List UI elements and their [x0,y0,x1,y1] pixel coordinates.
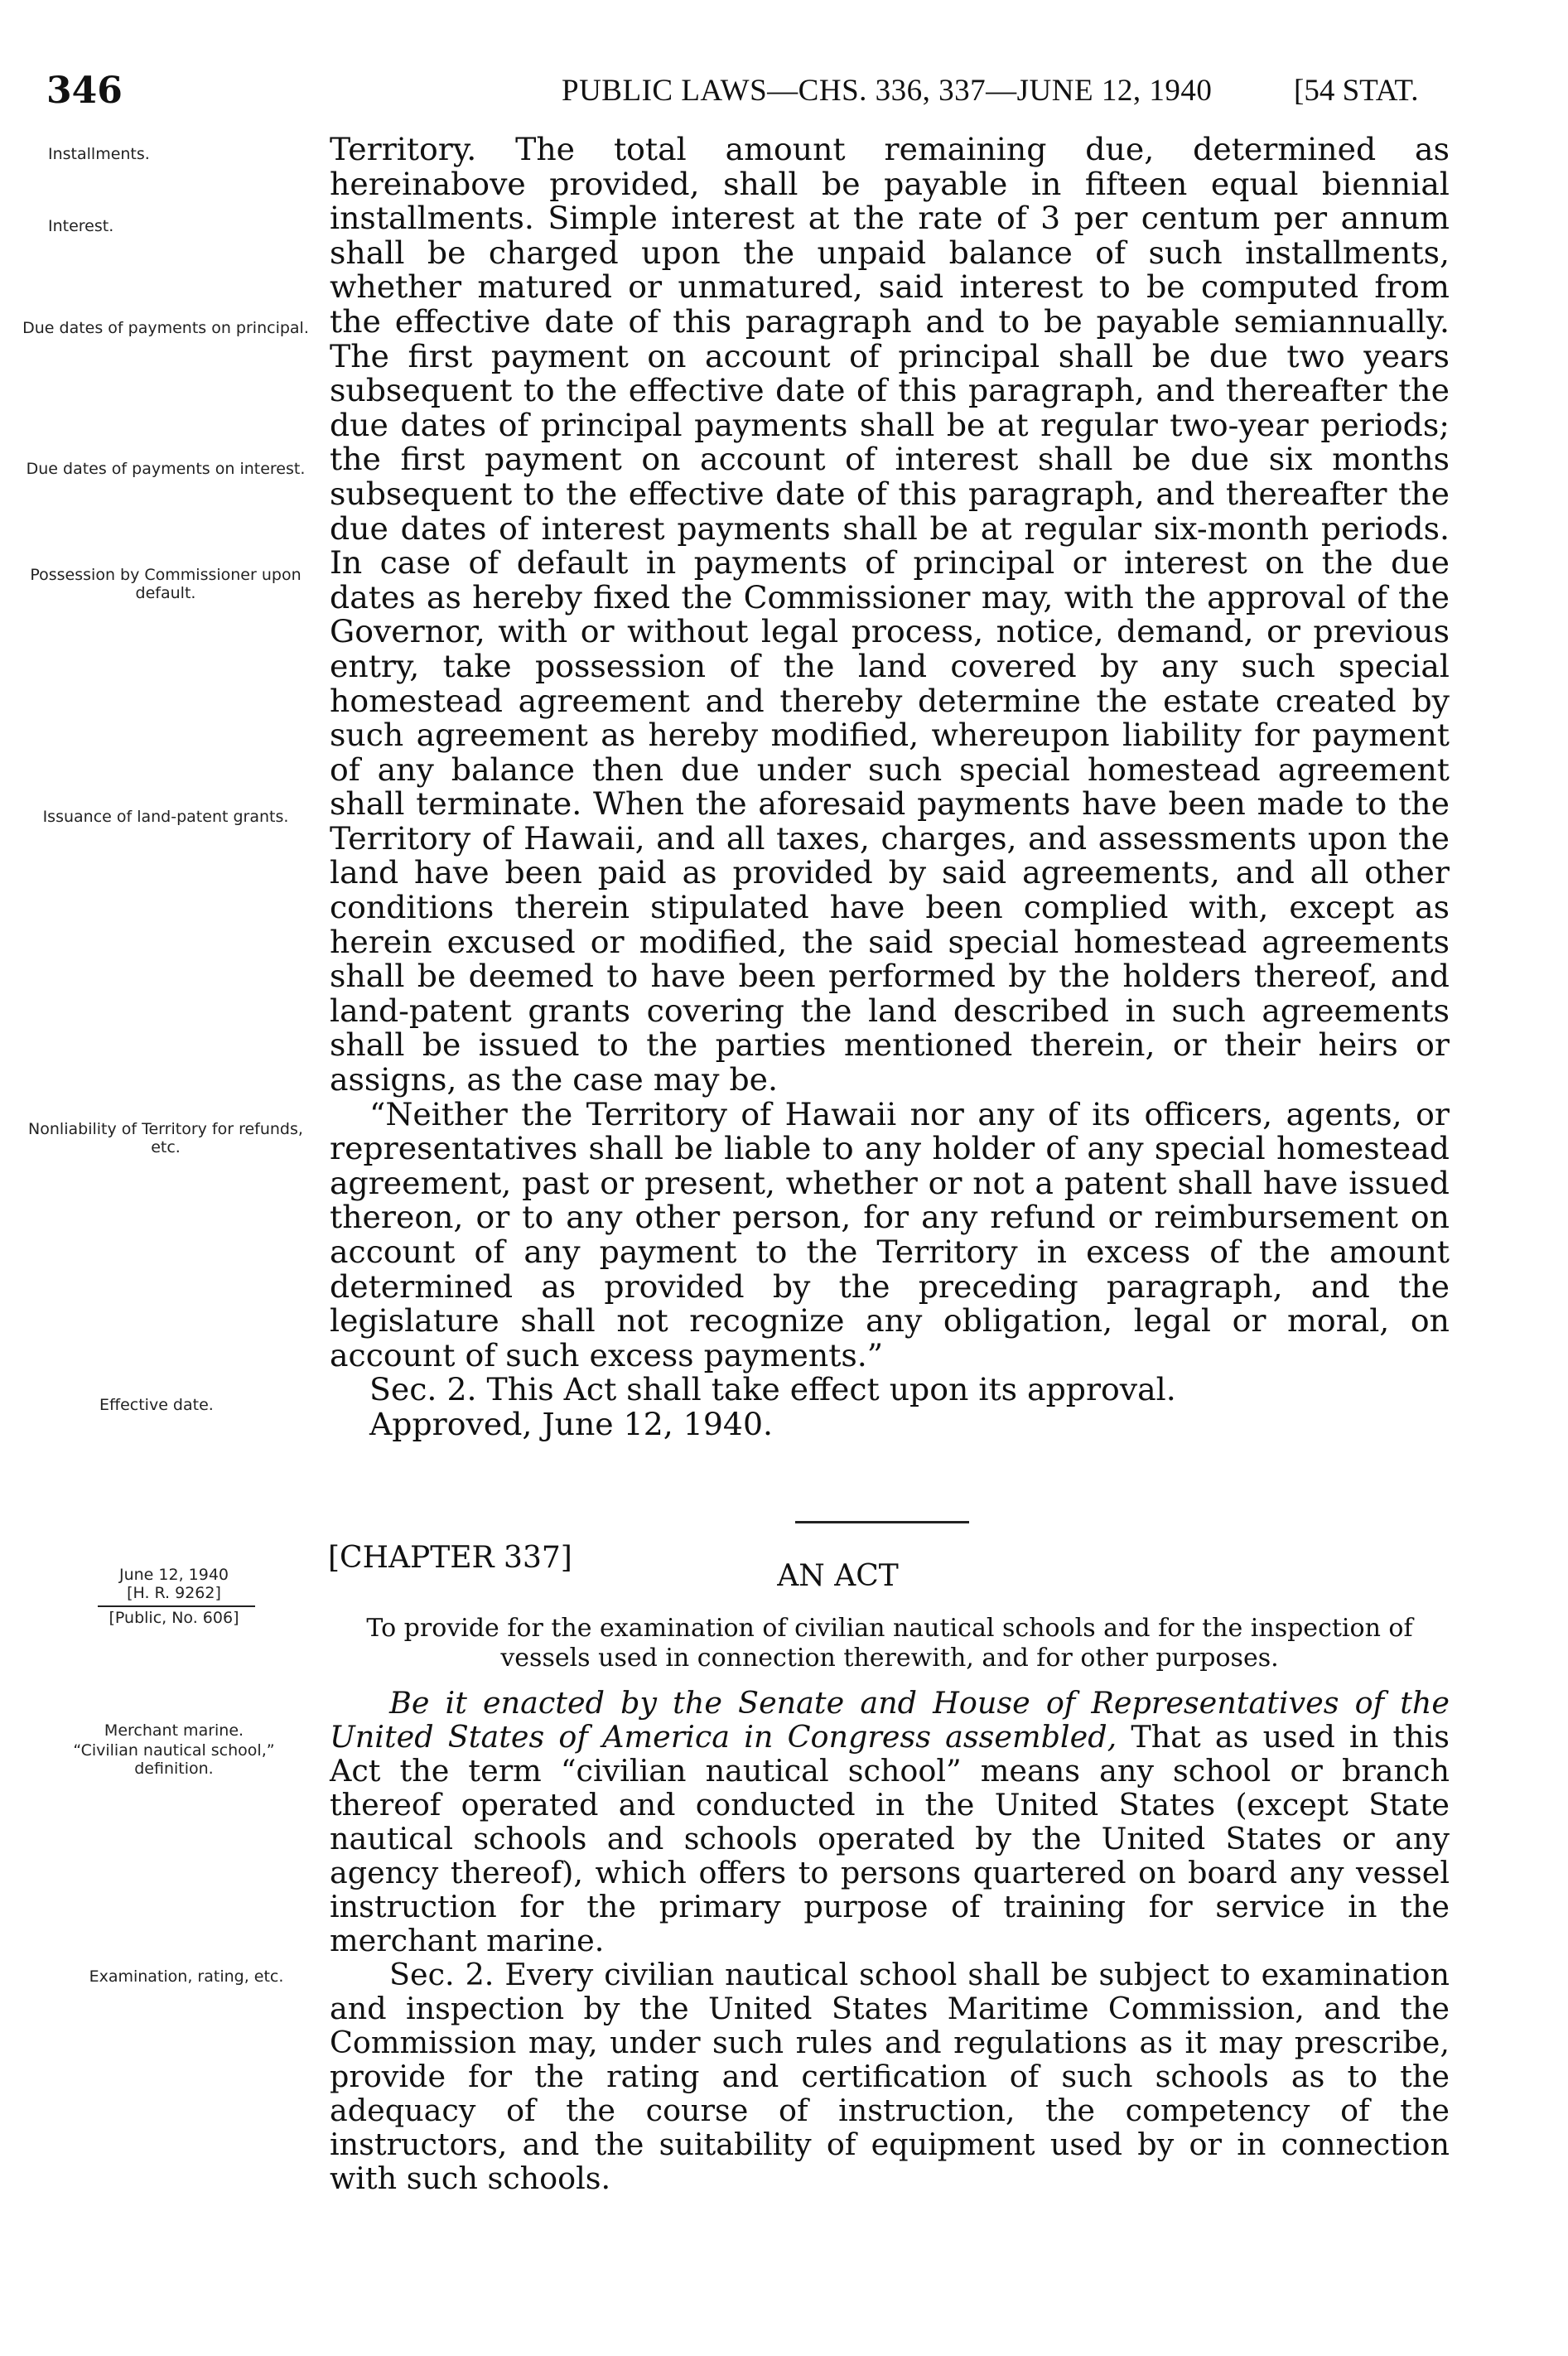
act-purpose: To provide for the examination of civilian nautical schools and for the inspection of vessels used in connection therewith, and for other purposes. [366,1614,1413,1673]
chapter-heading: [CHAPTER 337] [328,1541,572,1575]
section-label: Sec. 2. [389,1957,495,1992]
margin-note-interest: Interest. [48,217,114,235]
margin-note-examination: Examination, rating, etc. [89,1967,284,1986]
section-label: Sec. 2. [369,1371,477,1408]
chapter-divider [795,1521,969,1523]
margin-note-issuance: Issuance of land-patent grants. [42,808,289,826]
chapter-336-text [330,133,1450,1442]
chapter-337-text [330,1686,1450,2195]
volume-reference: [54 STAT. [1294,74,1419,108]
paragraph-nonliability: “Neither the Territory of Hawaii nor any of its officers, agents, or representatives shall be liable to any holder of any special homestead agreement, past or present, whether or not a patent shall have issued thereon, or to any other person, for any refund or reimbursement on account of any payment to the Territory in excess of the amount determined as provided by the preceding paragraph, and the legislature shall not recognize any obligation, legal or moral, on account of such excess payments.” [330,1095,1450,1374]
section-text: This Act shall take effect upon its approval. [486,1371,1176,1408]
section-1-text: That as used in this Act the term “civilian nautical school” means any school or branch thereof operated and conducted in the United States (except State nautical schools and schools operated by the United States or any agency thereof), which offers to persons quartered on board any vessel instruction for the primary purpose of training for service in the merchant marine. [330,1719,1450,1958]
margin-note-due-principal: Due dates of payments on principal. [22,319,309,337]
margin-note-effective-date: Effective date. [99,1396,214,1414]
paragraph-installments: Territory. The total amount remaining due, determined as hereinabove provided, shall be payable in fifteen equal biennial installments. Simple interest at the rate of 3 per centum per annum shall be charged upon the unpaid balance of such installments, whether matured or unmatured, said interest to be computed from the effective date of this paragraph and to be payable semiannually. The first payment on account of principal shall be due two years subsequent to the effective date of this paragraph, and thereafter the due dates of principal payments shall be at regular two-year periods; the first payment on account of interest shall be due six months subsequent to the effective date of this paragraph, and thereafter the due dates of interest payments shall be at regular six-month periods. In case of default in payments of principal or interest on the due dates as hereby fixed the Commissioner may, with the approval of the Governor, with or without legal process, notice, demand, or previous entry, take possession of the land covered by any such special homestead agreement and thereby determine the estate created by such agreement as hereby modified, whereupon liability for payment of any balance then due under such special homestead agreement shall terminate. When the aforesaid payments have been made to the Territory of Hawaii, and all taxes, charges, and assessments upon the land have been paid as provided by said agreements, and all other conditions therein stipulated have been complied with, except as herein excused or modified, the said special homestead agreements shall be deemed to have been performed by the holders thereof, and land-patent grants covering the land described in such agreements shall be issued to the parties mentioned therein, or their heirs or assigns, as the case may be. [330,131,1450,1098]
running-head: PUBLIC LAWS—CHS. 336, 337—JUNE 12, 1940 [562,74,1213,108]
margin-note-merchant: Merchant marine. [104,1721,244,1740]
margin-note-public-no: [Public, No. 606] [109,1609,239,1627]
margin-rule [98,1605,255,1607]
enacting-paragraph [330,1686,1450,1958]
margin-note-possession: Possession by Commissioner upon default. [30,566,302,602]
page-number: 346 [46,70,123,112]
margin-note-installments: Installments. [48,145,150,163]
section-2-examination [330,1958,1450,2195]
section-2-effective [330,1373,1450,1407]
margin-note-date: June 12, 1940 [118,1566,229,1584]
margin-note-bill: [H. R. 9262] [127,1584,221,1602]
section-text: Every civilian nautical school shall be subject to examination and inspection by the United States Maritime Commission, and the Commission may, under such rules and regulations as it may prescribe, provide for the rating and certification of such schools as to the adequacy of the course of instruction, the competency of the instructors, and the suitability of equipment used by or in connection with such schools. [330,1957,1450,2196]
approval-line: Approved, June 12, 1940. [369,1405,774,1442]
act-title: AN ACT [777,1559,899,1593]
margin-note-nonliability: Nonliability of Territory for refunds, etc. [28,1120,303,1156]
margin-note-due-interest: Due dates of payments on interest. [26,460,306,478]
enacting-clause: Be it enacted by the Senate and House of Representatives of the United States of America in Congress assembled, [330,1685,1450,1755]
margin-note-definition: “Civilian nautical school,” definition. [73,1741,275,1778]
